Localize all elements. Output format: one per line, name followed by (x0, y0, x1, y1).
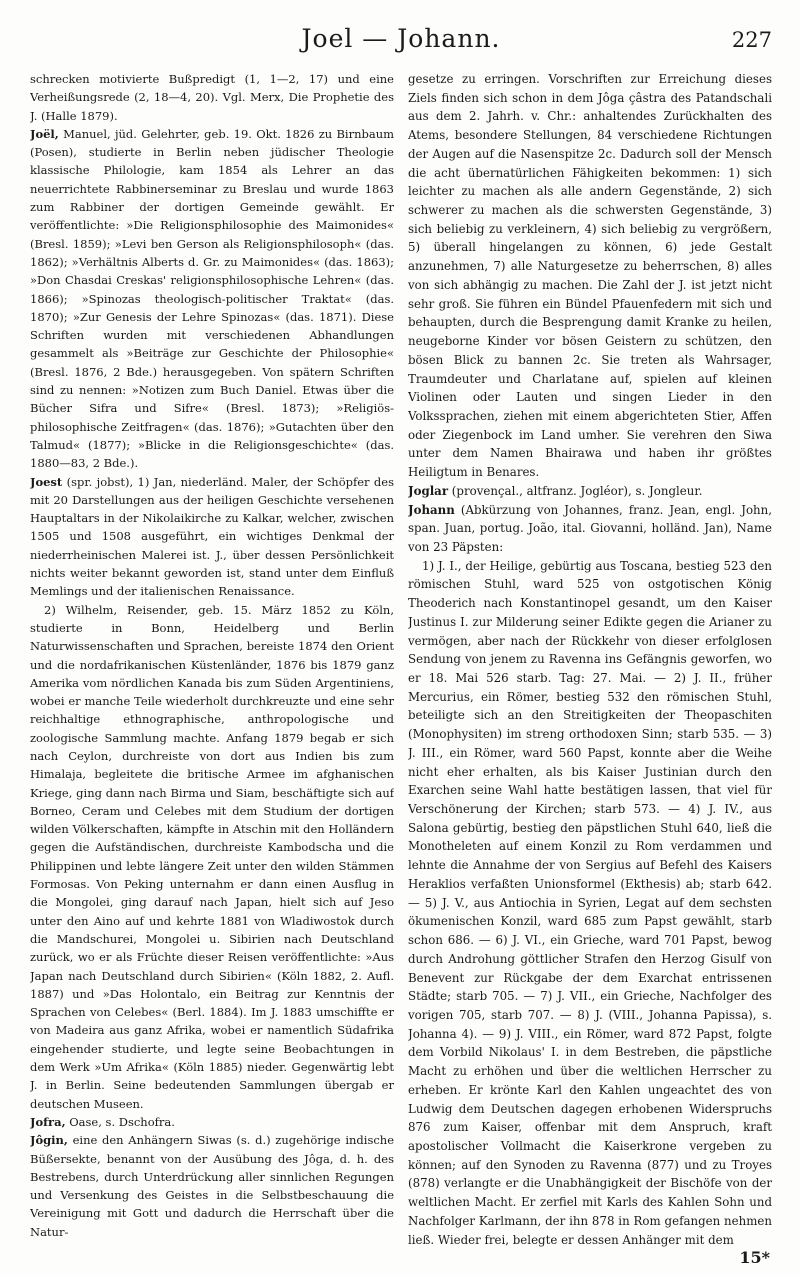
text-columns (30, 70, 772, 1250)
dictionary-entry (30, 1113, 394, 1131)
entry-headword: Joël, (30, 126, 59, 141)
page-number: 227 (731, 28, 772, 52)
dictionary-entry (408, 482, 772, 501)
continued-text: schrecken motivierte Bußpredigt (1, 1—2, 17) und eine Verheißungsrede (2, 18—4, 20). Vgl. Merx, Die Prophetie des J. (Halle 1879). (30, 72, 394, 123)
dictionary-entry (30, 1131, 394, 1241)
running-head: Joel — Johann. (301, 24, 501, 53)
entry-headword: Johann (408, 502, 455, 517)
entry-body: (provençal., altfranz. Jogléor), s. Jongleur. (448, 483, 703, 498)
entry-headword: Jôgin, (30, 1133, 68, 1148)
entry-headword: Joglar (408, 483, 449, 498)
sub-entry: 1) J. I., der Heilige, gebürtig aus Toscana, bestieg 523 den römischen Stuhl, ward 525 von ostgotischen König Theoderich nach Konstantinopel gesandt, um den Kaiser Justinus I. zur Milderung seiner Edikte gegen die Arianer zu vermögen, aber nach der Rückkehr von dieser erfolglosen Sendung von jenem zu Ravenna ins Gefängnis geworfen, wo er 18. Mai 526 starb. Tag: 27. Mai. — 2) J. II., früher Mercurius, ein Römer, bestieg 532 den römischen Stuhl, beteiligte sich an den Streitigkeiten der Theopaschiten (Monophysiten) im streng orthodoxen Sinn; starb 535. — 3) J. III., ein Römer, ward 560 Papst, konnte aber die Weihe nicht eher erhalten, als bis Kaiser Justinian durch den Exarchen seine Wahl hatte bestätigen lassen, that viel für Verschönerung der Kirchen; starb 573. — 4) J. IV., aus Salona gebürtig, bestieg den päpstlichen Stuhl 640, ließ die Monotheleten auf einem Konzil zu Rom verdammen und lehnte die Annahme der von Sergius auf Befehl des Kaisers Heraklios verfaßten Unionsformel (Ekthesis) ab; starb 642. — 5) J. V., aus Antiochia in Syrien, Legat auf dem sechsten ökumenischen Konzil, ward 685 zum Papst gewählt, starb schon 686. — 6) J. VI., ein Grieche, ward 701 Papst, bewog durch Androhung göttlicher Strafen den Herzog Gisulf von Benevent zur Rückgabe der dem Exarchat entrissenen Städte; starb 705. — 7) J. VII., ein Grieche, Nachfolger des vorigen 705, starb 707. — 8) J. (VIII., Johanna Papissa), s. Johanna 4). — 9) J. VIII., ein Römer, ward 872 Papst, folgte dem Vorbild Nikolaus' I. in dem Bestreben, die päpstliche Macht zu erhöhen und über die weltlichen Herrscher zu erheben. Er krönte Karl den Kahlen ungeachtet des von Ludwig dem Deutschen dagegen erhobenen Widerspruchs 876 zum Kaiser, offenbar mit dem Anspruch, kraft apostolischer Vollmacht die Kaiserkrone vergeben zu können; auf den Synoden zu Ravenna (877) und zu Troyes (878) verlangte er die Unabhängigkeit der Bischöfe von der weltlichen Macht. Er zerfiel mit Karls des Kahlen Sohn und Nachfolger Karlmann, der ihn 878 in Rom gefangen nehmen ließ. Wieder frei, belegte er dessen Anhänger mit dem (408, 558, 772, 1247)
entry-headword: Joest (30, 474, 63, 489)
entry-body: eine den Anhängern Siwas (s. d.) zugehörige indische Büßersekte, benannt von der Ausübung des Jôga, d. h. des Bestrebens, durch Unterdrückung aller sinnlichen Regungen und Versenkung des Geistes in die Selbstbeschauung die Vereinigung mit Gott und dadurch die Herrschaft über die Natur- (30, 1133, 394, 1239)
dictionary-entry (30, 473, 394, 601)
sub-entry: 2) Wilhelm, Reisender, geb. 15. März 1852 zu Köln, studierte in Bonn, Heidelberg und Berlin Naturwissenschaften und Sprachen, bereiste 1874 den Orient und die nordafrikanischen Küstenländer, 1876 bis 1879 ganz Amerika vom nördlichen Kanada bis zum Süden Argentiniens, wobei er manche Teile wiederholt durchkreuzte und eine sehr reichhaltige ethnographische, anthropologische und zoologische Sammlung machte. Anfang 1879 begab er sich nach Ceylon, durchreiste von dort aus Indien bis zum Himalaja, begleitete die britische Armee im afghanischen Kriege, ging dann nach Birma und Siam, beschäftigte sich auf Borneo, Ceram und Celebes mit dem Studium der dortigen wilden Völkerschaften, kämpfte in Atschin mit den Holländern gegen die Aufständischen, durchreiste Kambodscha und die Philippinen und lebte längere Zeit unter den wilden Stämmen Formosas. Von Peking unternahm er dann einen Ausflug in die Mongolei, ging darauf nach Japan, hielt sich auf Jeso unter den Aino auf und kehrte 1881 von Wladiwostok durch die Mandschurei, Mongolei u. Sibirien nach Deutschland zurück, wo er als Früchte dieser Reisen veröffentlichte: »Aus Japan nach Deutschland durch Sibirien« (Köln 1882, 2. Aufl. 1887) und »Das Holontalo, ein Beitrag zur Kenntnis der Sprachen von Celebes« (Berl. 1884). Im J. 1883 umschiffte er von Madeira aus ganz Afrika, wobei er namentlich Südafrika eingehender studierte, und legte seine Beobachtungen in dem Werk »Um Afrika« (Köln 1885) nieder. Gegenwärtig lebt J. in Berlin. Seine bedeutenden Sammlungen übergab er deutschen Museen. (30, 602, 394, 1111)
entry-body: Oase, s. Dschofra. (65, 1114, 175, 1129)
right-column (408, 70, 772, 1250)
entry-headword: Jofra, (30, 1114, 66, 1129)
dictionary-entry (30, 125, 394, 473)
continued-text: gesetze zu erringen. Vorschriften zur Erreichung dieses Ziels finden sich schon in dem Jôga çâstra des Patandschali aus dem 2. Jahrh. v. Chr.: anhaltendes Zurückhalten des Atems, besondere Stellungen, 84 verschiedene Richtungen der Augen auf die Nasenspitze 2c. Dadurch soll der Mensch die acht übernatürlichen Fähigkeiten bekommen: 1) sich leichter zu machen als alle andern Gegenstände, 2) sich schwerer zu machen als die schwersten Gegenstände, 3) sich beliebig zu verkleinern, 4) sich beliebig zu vergrößern, 5) überall hingelangen zu können, 6) jede Gestalt anzunehmen, 7) alle Naturgesetze zu beherrschen, 8) alles von sich abhängig zu machen. Die Zahl der J. ist jetzt nicht sehr groß. Sie führen ein Bündel Pfauenfedern mit sich und behaupten, durch die Besprengung damit Kranke zu heilen, neugeborne Kinder vor bösen Geistern zu schützen, den bösen Blick zu bannen 2c. Sie treten als Wahrsager, Traumdeuter und Charlatane auf, spielen auf kleinen Violinen oder Lauten und singen Lieder in den Volkssprachen, ziehen mit einem abgerichteten Stier, Affen oder Ziegenbock im Land umher. Sie verehren den Siwa unter dem Namen Bhairawa und haben ihr größtes Heiligtum in Benares. (408, 72, 772, 480)
dictionary-entry (408, 501, 772, 557)
left-column (30, 70, 394, 1250)
sheet-signature: 15* (739, 1248, 770, 1267)
page-header (30, 24, 772, 60)
entry-body: (Abkürzung von Johannes, franz. Jean, engl. John, span. Juan, portug. João, ital. Giovanni, holländ. Jan), Name von 23 Päpsten: (408, 502, 772, 554)
entry-body: Manuel, jüd. Gelehrter, geb. 19. Okt. 1826 zu Birnbaum (Posen), studierte in Berlin neben jüdischer Theologie klassische Philologie, kam 1854 als Lehrer an das neuerrichtete Rabbinerseminar zu Breslau und wurde 1863 zum Rabbiner der dortigen Gemeinde gewählt. Er veröffentlichte: »Die Religionsphilosophie des Maimonides« (Bresl. 1859); »Levi ben Gerson als Religionsphilosoph« (das. 1862); »Verhältnis Alberts d. Gr. zu Maimonides« (das. 1863); »Don Chasdai Creskas' religionsphilosophische Lehren« (das. 1866); »Spinozas theologisch-politischer Traktat« (das. 1870); »Zur Genesis der Lehre Spinozas« (das. 1871). Diese Schriften wurden mit verschiedenen Abhandlungen gesammelt als »Beiträge zur Geschichte der Philosophie« (Bresl. 1876, 2 Bde.) herausgegeben. Von spätern Schriften sind zu nennen: »Notizen zum Buch Daniel. Etwas über die Bücher Sifra und Sifre« (Bresl. 1873); »Religiös-philosophische Zeitfragen« (das. 1876); »Gutachten über den Talmud« (1877); »Blicke in die Religionsgeschichte« (das. 1880—83, 2 Bde.). (30, 126, 394, 471)
entry-body: (spr. jobst), 1) Jan, niederländ. Maler, der Schöpfer des mit 20 Darstellungen aus der heiligen Geschichte versehenen Hauptaltars in der Nikolaikirche zu Kalkar, welcher, zwischen 1505 und 1508 ausgeführt, ein wichtiges Denkmal der niederrheinischen Malerei ist. J., über dessen Persönlichkeit nichts weiter bekannt geworden ist, stand unter dem Einfluß Memlings und der italienischen Renaissance. (30, 474, 394, 599)
